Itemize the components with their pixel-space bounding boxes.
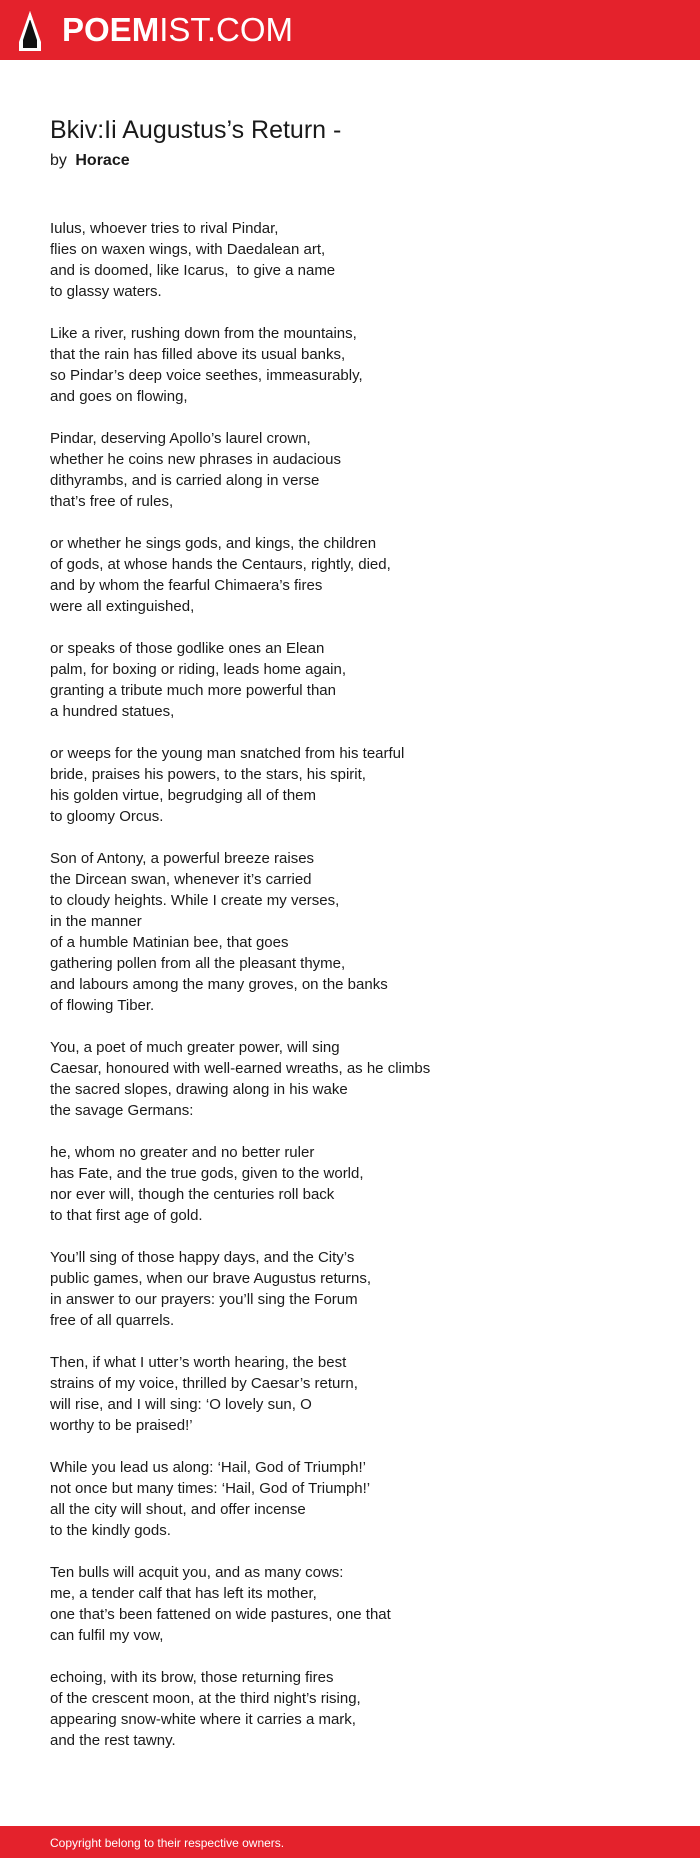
poem-line: and by whom the fearful Chimaera’s fires: [50, 577, 323, 594]
poem-line: and labours among the many groves, on the banks: [50, 976, 388, 993]
poem-line: of a humble Matinian bee, that goes: [50, 934, 289, 951]
stanza: [50, 533, 650, 617]
stanza: [50, 1457, 650, 1541]
poem-line: Then, if what I utter’s worth hearing, the best: [50, 1354, 347, 1371]
poem-line: has Fate, and the true gods, given to the world,: [50, 1165, 364, 1182]
poem-line: to glassy waters.: [50, 283, 162, 300]
stanza: [50, 428, 650, 512]
site-logo-text[interactable]: [62, 11, 293, 49]
poem-line: and the rest tawny.: [50, 1732, 176, 1749]
site-footer: [0, 1826, 700, 1858]
poem-line: the sacred slopes, drawing along in his wake: [50, 1081, 348, 1098]
poem-line: of gods, at whose hands the Centaurs, rightly, died,: [50, 556, 391, 573]
poem-line: bride, praises his powers, to the stars, his spirit,: [50, 766, 366, 783]
poem-line: all the city will shout, and offer incense: [50, 1501, 306, 1518]
poem-line: in answer to our prayers: you’ll sing the Forum: [50, 1291, 358, 1308]
stanza: [50, 1352, 650, 1436]
pen-nib-icon[interactable]: [18, 10, 42, 52]
poem-line: Son of Antony, a powerful breeze raises: [50, 850, 315, 867]
poem-line: not once but many times: ‘Hail, God of Triumph!’: [50, 1480, 371, 1497]
poem-body: [50, 218, 650, 1772]
stanza: [50, 743, 650, 827]
poem-line: to gloomy Orcus.: [50, 808, 164, 825]
poem-line: appearing snow-white where it carries a mark,: [50, 1711, 356, 1728]
poem-line: his golden virtue, begrudging all of them: [50, 787, 317, 804]
poem-line: were all extinguished,: [50, 598, 195, 615]
stanza: [50, 1667, 650, 1751]
stanza: [50, 1247, 650, 1331]
stanza: [50, 218, 650, 302]
poem-line: one that’s been fattened on wide pastures, one that: [50, 1606, 391, 1623]
author-name: Horace: [75, 152, 130, 169]
poem-line: the Dircean swan, whenever it’s carried: [50, 871, 312, 888]
poem-header: [50, 112, 650, 172]
poem-line: will rise, and I will sing: ‘O lovely sun, O: [50, 1396, 312, 1413]
poem-line: You’ll sing of those happy days, and the City’s: [50, 1249, 355, 1266]
poem-line: or whether he sings gods, and kings, the children: [50, 535, 377, 552]
poem-line: dithyrambs, and is carried along in verse: [50, 472, 320, 489]
poem-line: a hundred statues,: [50, 703, 175, 720]
poem-line: and goes on flowing,: [50, 388, 188, 405]
by-label: by: [50, 152, 67, 169]
poem-line: to cloudy heights. While I create my verses,: [50, 892, 340, 909]
poem-line: he, whom no greater and no better ruler: [50, 1144, 315, 1161]
byline: [50, 150, 650, 172]
poem-line: to that first age of gold.: [50, 1207, 203, 1224]
poem-line: While you lead us along: ‘Hail, God of Triumph!’: [50, 1459, 366, 1476]
brand-bold: POEM: [62, 11, 160, 48]
poem-line: worthy to be praised!’: [50, 1417, 193, 1434]
poem-line: public games, when our brave Augustus returns,: [50, 1270, 372, 1287]
poem-line: echoing, with its brow, those returning fires: [50, 1669, 334, 1686]
brand-light: IST.COM: [159, 11, 294, 48]
poem-line: flies on waxen wings, with Daedalean art,: [50, 241, 326, 258]
stanza: [50, 1037, 650, 1121]
poem-line: to the kindly gods.: [50, 1522, 171, 1539]
poem-line: palm, for boxing or riding, leads home again,: [50, 661, 347, 678]
site-header: [0, 0, 700, 60]
poem-line: or weeps for the young man snatched from his tearful: [50, 745, 405, 762]
poem-line: whether he coins new phrases in audacious: [50, 451, 342, 468]
poem-line: that the rain has filled above its usual banks,: [50, 346, 346, 363]
stanza: [50, 848, 650, 1016]
stanza: [50, 1142, 650, 1226]
copyright-text: Copyright belong to their respective owners.: [50, 1836, 285, 1850]
poem-line: and is doomed, like Icarus, to give a name: [50, 262, 336, 279]
poem-line: that’s free of rules,: [50, 493, 174, 510]
poem-line: or speaks of those godlike ones an Elean: [50, 640, 325, 657]
poem-line: strains of my voice, thrilled by Caesar’s return,: [50, 1375, 358, 1392]
poem-line: Like a river, rushing down from the mountains,: [50, 325, 357, 342]
poem-line: of flowing Tiber.: [50, 997, 155, 1014]
poem-line: gathering pollen from all the pleasant thyme,: [50, 955, 346, 972]
stanza: [50, 638, 650, 722]
poem-title: Bkiv:Ii Augustus’s Return -: [50, 116, 342, 144]
poem-line: You, a poet of much greater power, will sing: [50, 1039, 340, 1056]
poem-line: of the crescent moon, at the third night’s rising,: [50, 1690, 361, 1707]
stanza: [50, 323, 650, 407]
poem-line: Pindar, deserving Apollo’s laurel crown,: [50, 430, 311, 447]
poem-line: so Pindar’s deep voice seethes, immeasurably,: [50, 367, 363, 384]
poem-line: in the manner: [50, 913, 142, 930]
poem-line: nor ever will, though the centuries roll back: [50, 1186, 335, 1203]
poem-line: the savage Germans:: [50, 1102, 194, 1119]
poem-line: can fulfil my vow,: [50, 1627, 164, 1644]
poem-line: granting a tribute much more powerful than: [50, 682, 336, 699]
stanza: [50, 1562, 650, 1646]
poem-line: Caesar, honoured with well-earned wreaths, as he climbs: [50, 1060, 431, 1077]
poem-line: me, a tender calf that has left its mother,: [50, 1585, 317, 1602]
poem-line: Iulus, whoever tries to rival Pindar,: [50, 220, 279, 237]
poem-line: Ten bulls will acquit you, and as many cows:: [50, 1564, 344, 1581]
poem-line: free of all quarrels.: [50, 1312, 175, 1329]
